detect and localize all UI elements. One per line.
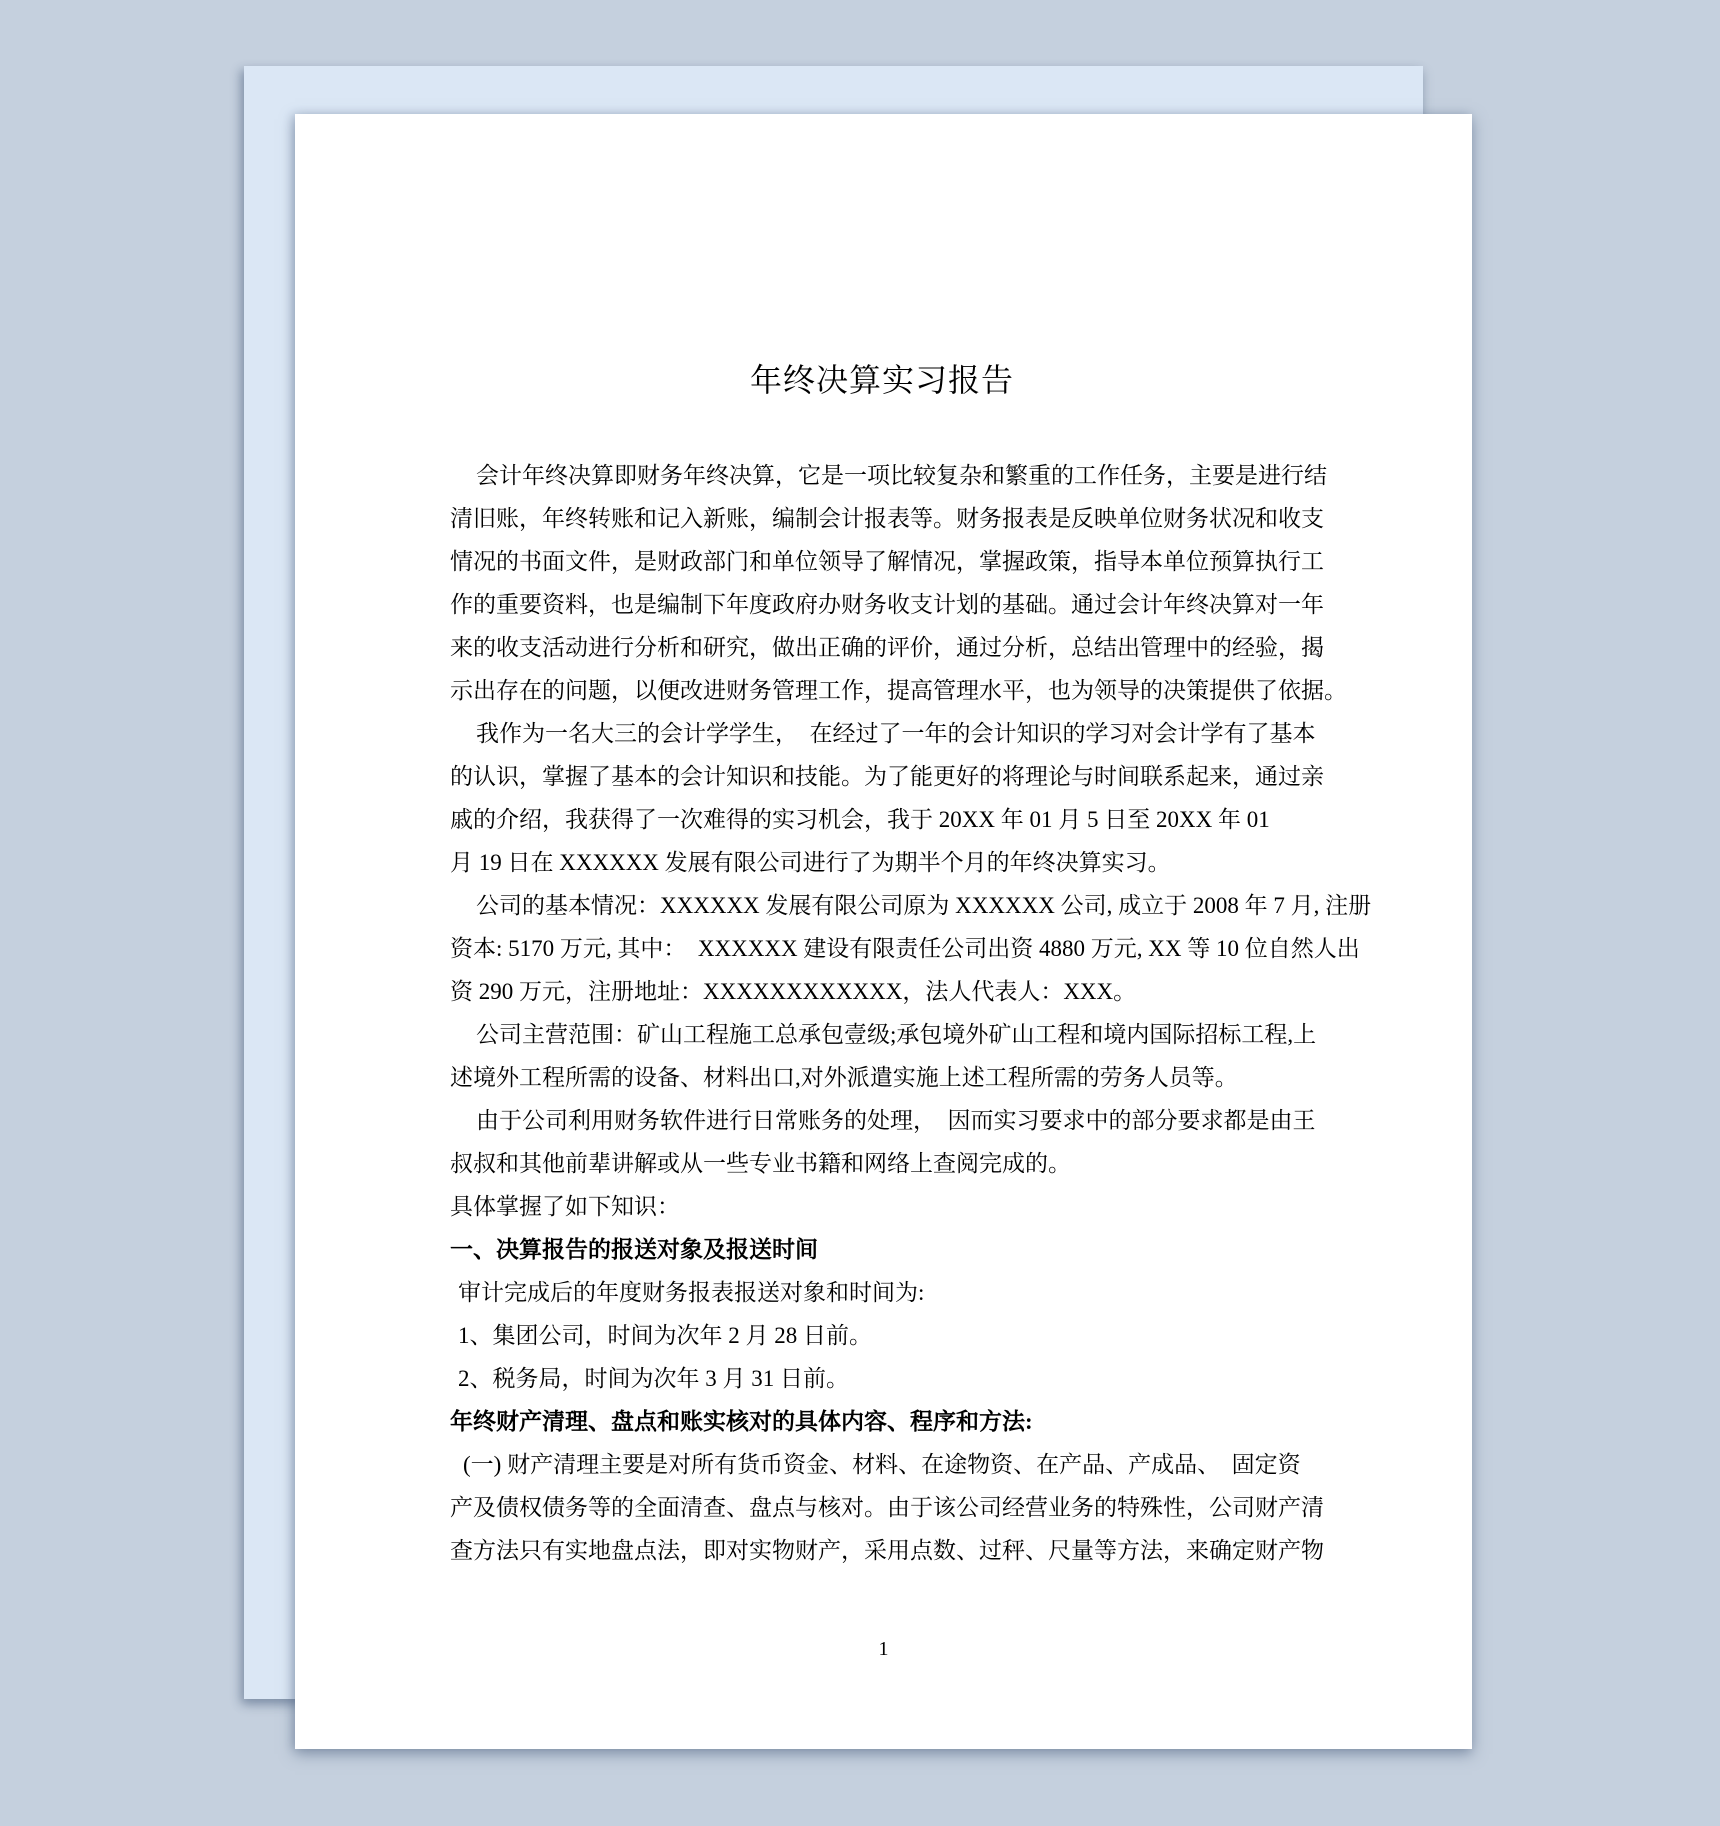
text-line: 查方法只有实地盘点法，即对实物财产，采用点数、过秤、尺量等方法，来确定财产物 [450, 1538, 1324, 1563]
text-line: 2、税务局，时间为次年 3 月 31 日前。 [458, 1366, 849, 1391]
text-line: 月 19 日在 XXXXXX 发展有限公司进行了为期半个月的年终决算实习。 [450, 850, 1171, 875]
text-line: 公司主营范围：矿山工程施工总承包壹级;承包境外矿山工程和境内国际招标工程,上 [476, 1022, 1317, 1047]
text-line: 具体掌握了如下知识： [450, 1194, 680, 1219]
text-line: 审计完成后的年度财务报表报送对象和时间为: [458, 1280, 925, 1305]
text-line: 年终财产清理、盘点和账实核对的具体内容、程序和方法: [450, 1409, 1033, 1434]
text-line: 情况的书面文件，是财政部门和单位领导了解情况，掌握政策，指导本单位预算执行工 [450, 549, 1324, 574]
text-line: 一、决算报告的报送对象及报送时间 [450, 1237, 818, 1262]
page-title: 年终决算实习报告 [749, 362, 1014, 398]
text-line: 资本: 5170 万元, 其中： XXXXXX 建设有限责任公司出资 4880 万元, XX 等 10 位自然人出 [450, 936, 1360, 961]
text-line: 1、集团公司，时间为次年 2 月 28 日前。 [458, 1323, 872, 1348]
text-line: 公司的基本情况：XXXXXX 发展有限公司原为 XXXXXX 公司, 成立于 2008 年 7 月, 注册 [476, 893, 1372, 918]
page-number: 1 [878, 1638, 889, 1660]
text-line: 由于公司利用财务软件进行日常账务的处理， 因而实习要求中的部分要求都是由王 [476, 1108, 1316, 1133]
text-line: 资 290 万元，注册地址：XXXXXXXXXXXX，法人代表人：XXX。 [450, 979, 1137, 1004]
document-text [450, 454, 1372, 1572]
text-line: 戚的介绍，我获得了一次难得的实习机会，我于 20XX 年 01 月 5 日至 20XX 年 01 [450, 807, 1270, 832]
text-line: 会计年终决算即财务年终决算，它是一项比较复杂和繁重的工作任务，主要是进行结 [476, 463, 1327, 488]
document-page [295, 114, 1472, 1749]
text-line: 来的收支活动进行分析和研究，做出正确的评价，通过分析，总结出管理中的经验，揭 [450, 635, 1324, 660]
text-line: 作的重要资料，也是编制下年度政府办财务收支计划的基础。通过会计年终决算对一年 [450, 592, 1324, 617]
text-line: 述境外工程所需的设备、材料出口,对外派遣实施上述工程所需的劳务人员等。 [450, 1065, 1238, 1090]
text-line: 的认识，掌握了基本的会计知识和技能。为了能更好的将理论与时间联系起来，通过亲 [450, 764, 1324, 789]
text-line: 示出存在的问题，以便改进财务管理工作，提高管理水平，也为领导的决策提供了依据。 [450, 678, 1347, 703]
text-line: 叔叔和其他前辈讲解或从一些专业书籍和网络上查阅完成的。 [450, 1151, 1071, 1176]
text-line: 产及债权债务等的全面清查、盘点与核对。由于该公司经营业务的特殊性，公司财产清 [450, 1495, 1324, 1520]
text-line: 我作为一名大三的会计学学生， 在经过了一年的会计知识的学习对会计学有了基本 [476, 721, 1316, 746]
text-line: (一) 财产清理主要是对所有货币资金、材料、在途物资、在产品、产成品、 固定资 [463, 1452, 1301, 1477]
text-line: 清旧账，年终转账和记入新账，编制会计报表等。财务报表是反映单位财务状况和收支 [450, 506, 1324, 531]
